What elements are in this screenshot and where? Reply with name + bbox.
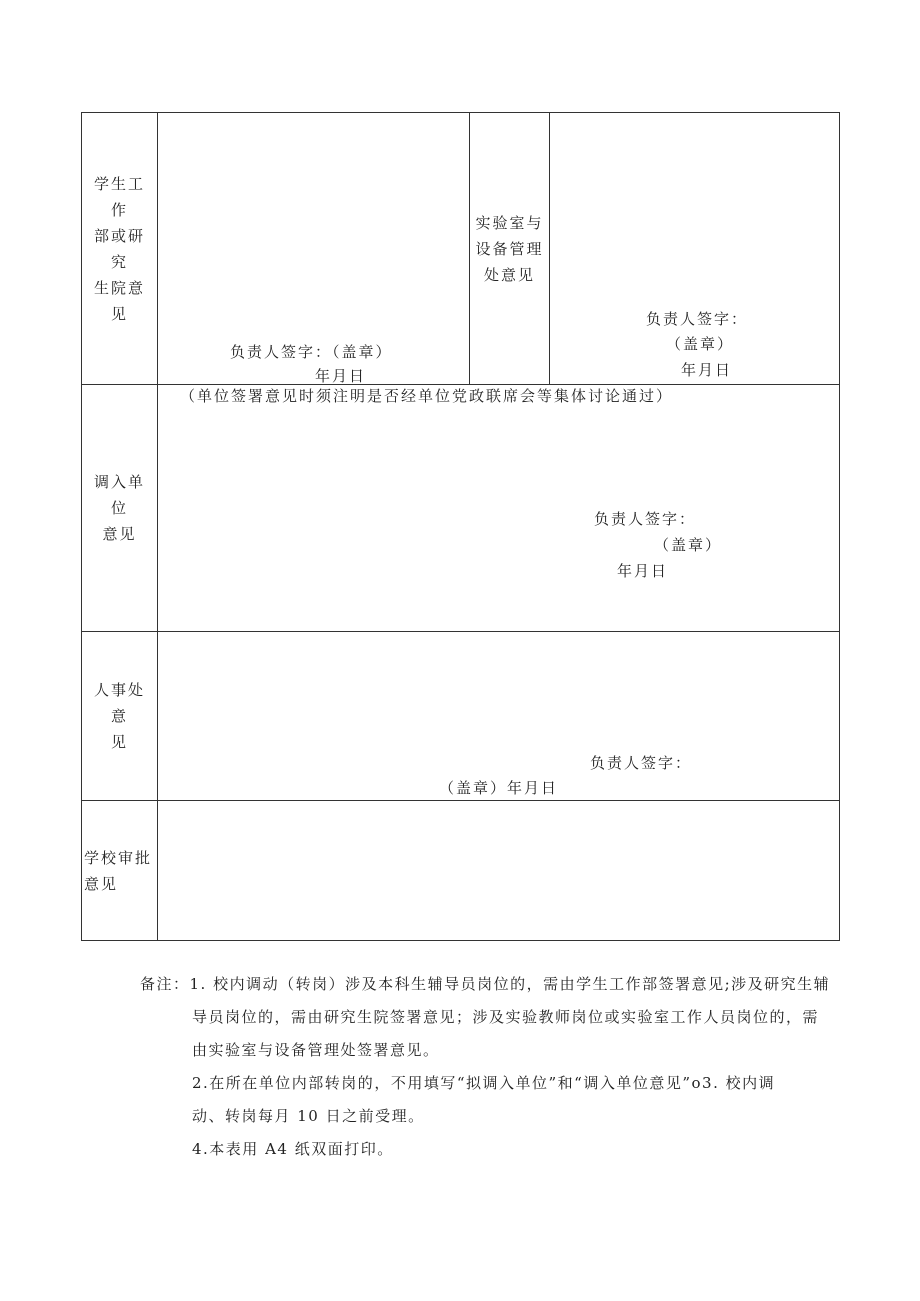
hr-office-stamp-date: （盖章）年月日 bbox=[439, 779, 559, 797]
notes-prefix: 备注： bbox=[140, 975, 190, 993]
notes-section bbox=[140, 968, 840, 1166]
receiving-unit-label-line: 意见 bbox=[102, 525, 137, 543]
student-affairs-signature: 负责人签字：（盖章） bbox=[230, 343, 393, 361]
receiving-unit-label-cell bbox=[82, 385, 158, 632]
receiving-unit-signature: 负责人签字： bbox=[594, 510, 697, 528]
note-text: 动、转岗每月 10 日之前受理。 bbox=[192, 1107, 425, 1125]
row-hr-office bbox=[82, 632, 840, 801]
note-text: 1. 校内调动（转岗）涉及本科生辅导员岗位的，需由学生工作部签署意见;涉及研究生辅 bbox=[189, 975, 831, 993]
lab-equipment-date: 年月日 bbox=[681, 361, 733, 379]
student-affairs-label-line: 部或研究 bbox=[93, 226, 145, 271]
row-student-affairs bbox=[82, 113, 840, 385]
school-approval-label-line: 学校审批 bbox=[84, 848, 153, 867]
school-approval-opinion-cell[interactable] bbox=[158, 801, 840, 941]
receiving-unit-label-line: 调入单位 bbox=[93, 473, 145, 517]
row-school-approval bbox=[82, 801, 840, 941]
approval-form-table bbox=[81, 112, 840, 941]
receiving-unit-stamp: （盖章） bbox=[654, 536, 723, 554]
receiving-unit-opinion-cell[interactable] bbox=[158, 385, 840, 632]
hr-office-signature: 负责人签字： bbox=[590, 754, 693, 772]
lab-equipment-label-line: 设备管理 bbox=[475, 239, 544, 258]
receiving-unit-date: 年月日 bbox=[617, 562, 669, 580]
student-affairs-opinion-cell[interactable] bbox=[158, 113, 470, 385]
student-affairs-label-cell bbox=[82, 113, 158, 385]
note-item-4: 4.本表用 A4 纸双面打印。 bbox=[192, 1140, 394, 1158]
hr-office-opinion-cell[interactable] bbox=[158, 632, 840, 801]
note-text: 由实验室与设备管理处签署意见。 bbox=[192, 1041, 440, 1059]
student-affairs-label-line: 生院意见 bbox=[93, 278, 145, 323]
hr-office-label-line: 见 bbox=[110, 733, 128, 751]
lab-equipment-opinion-cell[interactable] bbox=[550, 113, 840, 385]
note-text: 导员岗位的，需由研究生院签署意见；涉及实验教师岗位或实验室工作人员岗位的，需 bbox=[192, 1008, 820, 1026]
receiving-unit-instruction: （单位签署意见时须注明是否经单位党政联席会等集体讨论通过） bbox=[180, 387, 674, 405]
note-item-2: 2.在所在单位内部转岗的，不用填写“拟调入单位”和“调入单位意见”o3. 校内调 bbox=[192, 1074, 776, 1092]
student-affairs-date: 年月日 bbox=[315, 367, 367, 385]
lab-equipment-label-line: 实验室与 bbox=[475, 213, 544, 232]
student-affairs-label-line: 学生工作 bbox=[93, 174, 145, 219]
lab-equipment-signature: 负责人签字： bbox=[646, 310, 749, 328]
school-approval-label-line: 意见 bbox=[84, 874, 119, 893]
hr-office-label-cell bbox=[82, 632, 158, 801]
note-item-1 bbox=[140, 968, 840, 1001]
hr-office-label-line: 人事处意 bbox=[93, 681, 145, 725]
lab-equipment-label-cell bbox=[470, 113, 550, 385]
lab-equipment-label-line: 处意见 bbox=[483, 265, 535, 284]
lab-equipment-stamp: （盖章） bbox=[666, 335, 735, 353]
row-receiving-unit bbox=[82, 385, 840, 632]
school-approval-label-cell bbox=[82, 801, 158, 941]
